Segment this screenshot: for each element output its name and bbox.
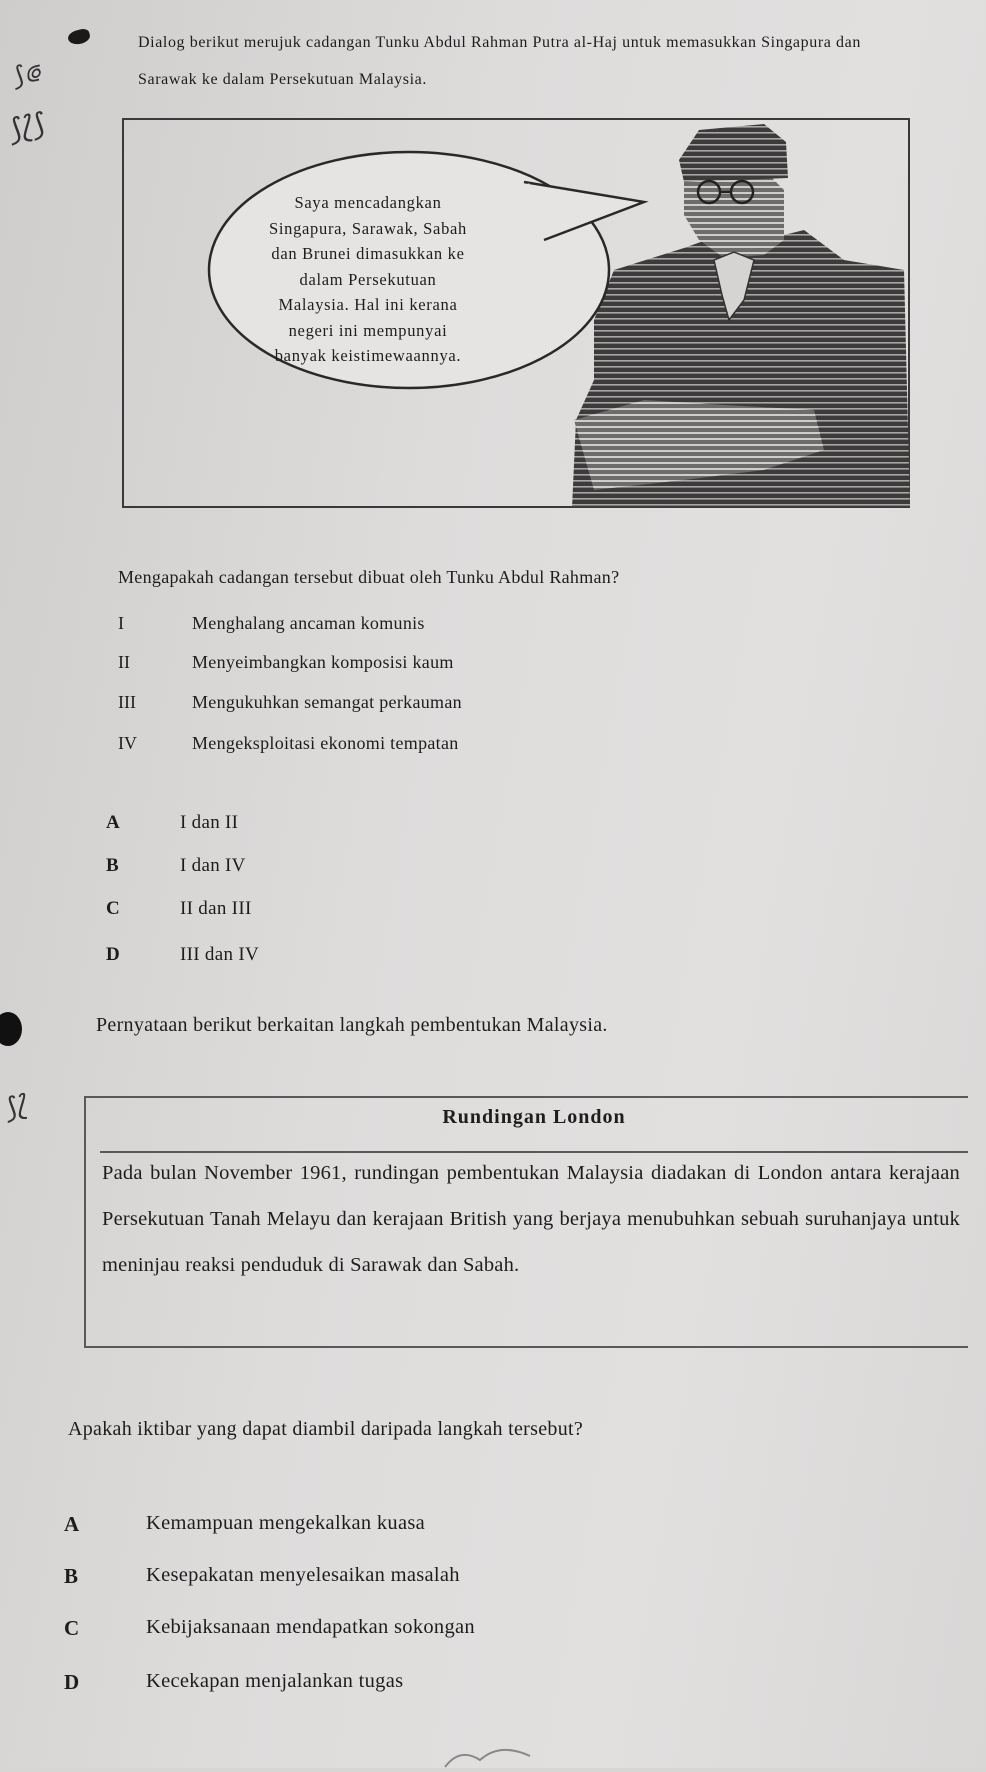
info-box-title: Rundingan London (442, 1106, 626, 1128)
statement-numeral: I (118, 613, 124, 633)
option-letter-a[interactable]: A (64, 1512, 80, 1536)
option-text-b[interactable]: I dan IV (180, 855, 246, 876)
option-letter-c[interactable]: C (64, 1616, 80, 1640)
question1-stem: Mengapakah cadangan tersebut dibuat oleh Tunku Abdul Rahman? (118, 567, 620, 587)
option-letter-d[interactable]: D (106, 944, 120, 965)
option-text-d[interactable]: Kecekapan menjalankan tugas (146, 1670, 404, 1692)
option-letter-b[interactable]: B (106, 855, 119, 876)
handwritten-mark-2: ⟆⟅⟆ (6, 106, 49, 149)
question2-stem: Apakah iktibar yang dapat diambil daripada langkah tersebut? (68, 1418, 584, 1440)
statement-text: Menyeimbangkan komposisi kaum (192, 652, 454, 672)
option-text-c[interactable]: II dan III (180, 898, 252, 919)
question1-intro: Dialog berikut merujuk cadangan Tunku Abdul Rahman Putra al-Haj untuk memasukkan Singapura dan Sarawak ke dalam Persekutuan Malaysia. (138, 34, 861, 88)
handwritten-mark-1: ⟆⟃ (11, 57, 43, 93)
statement-text: Mengukuhkan semangat perkauman (192, 692, 462, 712)
question2-intro: Pernyataan berikut berkaitan langkah pembentukan Malaysia. (96, 1014, 608, 1036)
statement-text: Menghalang ancaman komunis (192, 613, 425, 633)
option-text-a[interactable]: Kemampuan mengekalkan kuasa (146, 1512, 426, 1534)
option-text-a[interactable]: I dan II (180, 812, 239, 833)
statement-numeral: IV (118, 733, 137, 753)
question-bullet-1 (67, 27, 92, 46)
option-text-c[interactable]: Kebijaksanaan mendapatkan sokongan (146, 1616, 475, 1638)
option-text-d[interactable]: III dan IV (180, 944, 259, 965)
speech-line: Singapura, Sarawak, Sabah (268, 218, 468, 238)
statement-text: Mengeksploitasi ekonomi tempatan (192, 733, 459, 753)
option-text-b[interactable]: Kesepakatan menyelesaikan masalah (146, 1564, 460, 1586)
option-letter-d[interactable]: D (64, 1670, 80, 1694)
question-bullet-2 (0, 1012, 22, 1046)
option-letter-c[interactable]: C (106, 898, 120, 919)
statement-numeral: II (118, 652, 130, 672)
speech-line: dan Brunei dimasukkan ke (271, 244, 465, 263)
statement-numeral: III (118, 692, 136, 712)
info-box-body: Pada bulan November 1961, rundingan pembentukan Malaysia diadakan di London antara kerajaan Persekutuan Tanah Melayu dan kerajaan British yang berjaya menubuhkan sebuah suruhanjaya untuk meninjau reaksi penduduk di Sarawak dan Sabah. (102, 1162, 960, 1276)
speech-line: banyak keistimewaannya. (274, 346, 462, 365)
speech-line: Malaysia. Hal ini kerana (278, 295, 458, 314)
speech-bubble-text (218, 190, 518, 369)
speech-line: Saya mencadangkan (294, 193, 442, 212)
handwritten-mark-3: ⟆⟅ (2, 1088, 32, 1125)
speech-line: negeri ini mempunyai (288, 320, 448, 340)
option-letter-a[interactable]: A (106, 812, 120, 833)
speech-line: dalam Persekutuan (299, 269, 437, 289)
option-letter-b[interactable]: B (64, 1564, 79, 1588)
